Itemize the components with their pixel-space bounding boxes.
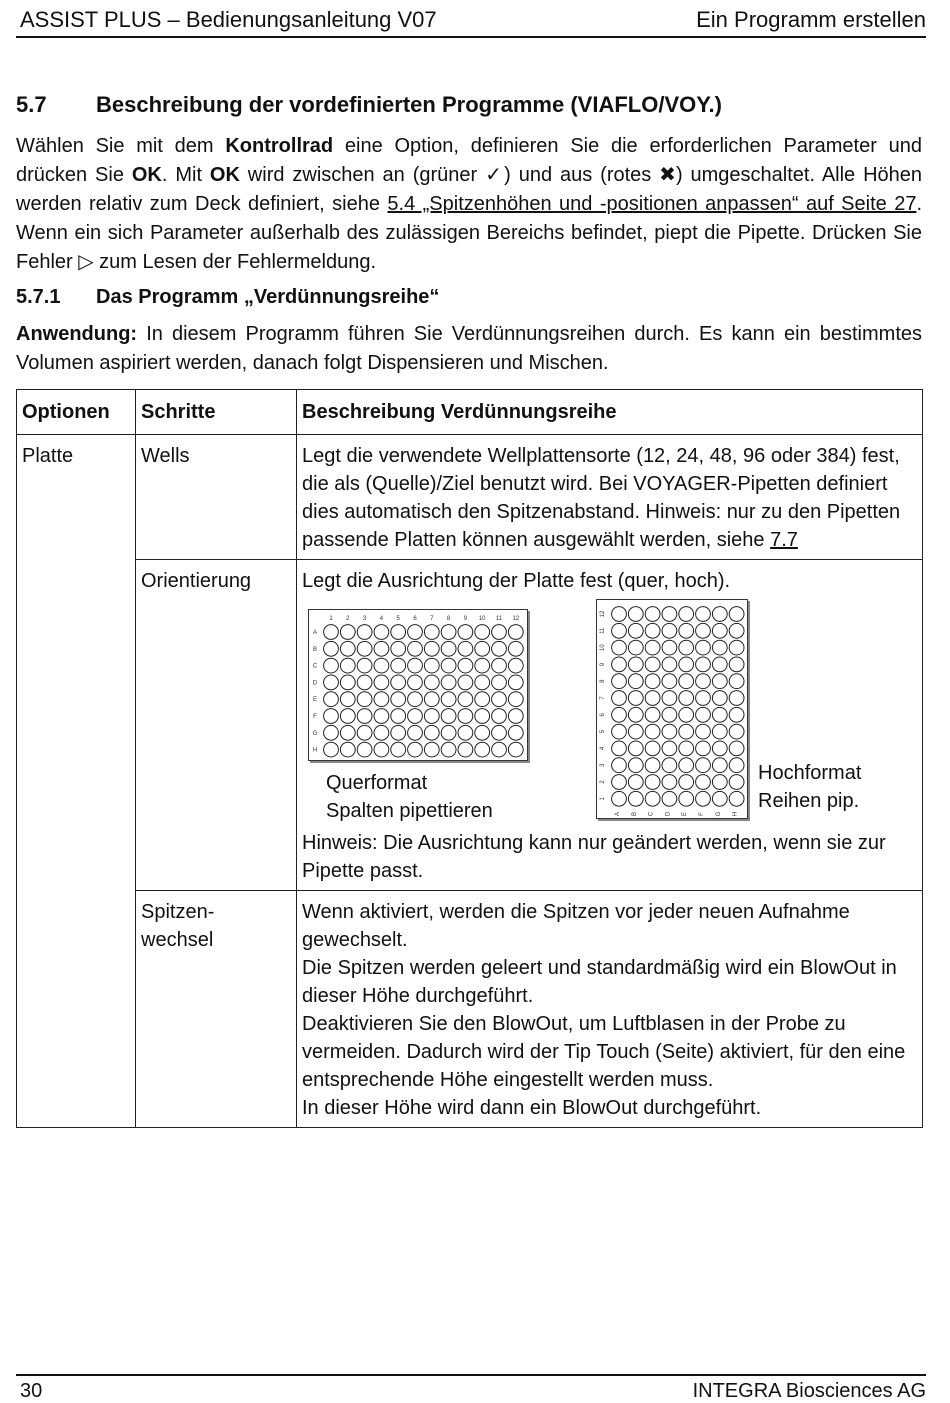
plate-row-label: H bbox=[732, 811, 739, 817]
well-circle bbox=[712, 775, 727, 790]
plate-row-label: F bbox=[313, 714, 317, 720]
well-circle bbox=[712, 791, 727, 806]
intro-text: . Mit bbox=[161, 164, 210, 186]
plate-col-label: 4 bbox=[379, 616, 384, 622]
well-circle bbox=[374, 658, 389, 673]
well-circle bbox=[729, 674, 744, 689]
plate-row-label: G bbox=[715, 811, 722, 817]
well-circle bbox=[508, 625, 523, 640]
well-circle bbox=[696, 607, 711, 622]
well-circle bbox=[679, 758, 694, 773]
plate-col-label: 11 bbox=[495, 616, 503, 622]
well-circle bbox=[475, 709, 490, 724]
well-circle bbox=[391, 658, 406, 673]
well-circle bbox=[391, 692, 406, 707]
well-circle bbox=[628, 674, 643, 689]
well-circle bbox=[357, 641, 372, 656]
plate-row-label: G bbox=[312, 730, 318, 737]
plate-row-label: B bbox=[631, 811, 638, 817]
table-row bbox=[17, 891, 923, 1128]
subsection-title: Das Programm „Verdünnungsreihe“ bbox=[96, 286, 440, 308]
well-circle bbox=[391, 625, 406, 640]
well-circle bbox=[340, 641, 355, 656]
column-header: Schritte bbox=[136, 390, 297, 435]
tipchange-text: In dieser Höhe wird dann ein BlowOut durchgeführt. bbox=[302, 1097, 762, 1119]
well-circle bbox=[357, 709, 372, 724]
plate-col-label: 1 bbox=[600, 797, 606, 801]
well-circle bbox=[492, 625, 507, 640]
well-circle bbox=[357, 658, 372, 673]
well-circle bbox=[612, 775, 627, 790]
column-header: Beschreibung Verdünnungsreihe bbox=[297, 390, 923, 435]
subsection-number: 5.7.1 bbox=[16, 286, 61, 308]
well-circle bbox=[712, 691, 727, 706]
well-circle bbox=[508, 709, 523, 724]
landscape-caption-line: Querformat bbox=[326, 772, 428, 794]
well-circle bbox=[612, 657, 627, 672]
well-circle bbox=[508, 641, 523, 656]
portrait-caption-line: Hochformat bbox=[758, 762, 862, 784]
well-circle bbox=[628, 691, 643, 706]
well-circle bbox=[475, 742, 490, 757]
well-circle bbox=[662, 607, 677, 622]
plate-col-label: 9 bbox=[600, 662, 606, 667]
well-circle bbox=[408, 742, 423, 757]
section-title: Beschreibung der vordefinierten Programme (VIAFLO/VOY.) bbox=[96, 92, 722, 117]
landscape-caption bbox=[326, 769, 493, 825]
well-circle bbox=[679, 657, 694, 672]
plate-col-label: 6 bbox=[600, 713, 606, 717]
plate-col-label: 4 bbox=[600, 746, 606, 751]
well-circle bbox=[696, 691, 711, 706]
plate-row-label: E bbox=[682, 811, 689, 817]
well-circle bbox=[712, 674, 727, 689]
well-circle bbox=[662, 640, 677, 655]
well-circle bbox=[408, 658, 423, 673]
well-circle bbox=[645, 623, 660, 638]
intro-text: wird zwischen an (grüner ✓) und aus (rotes ✖) umgeschaltet. Alle Höhen werden relativ zum Deck definiert, siehe bbox=[16, 164, 923, 215]
well-circle bbox=[729, 724, 744, 739]
cross-reference-link[interactable]: 7.7 bbox=[770, 529, 798, 551]
well-circle bbox=[324, 658, 339, 673]
well-circle bbox=[492, 709, 507, 724]
well-circle bbox=[475, 675, 490, 690]
well-circle bbox=[374, 692, 389, 707]
well-circle bbox=[679, 640, 694, 655]
orientation-note: Hinweis: Die Ausrichtung kann nur geändert werden, wenn sie zur Pipette passt. bbox=[302, 832, 886, 882]
well-circle bbox=[729, 791, 744, 806]
well-circle bbox=[628, 791, 643, 806]
plate-col-label: 12 bbox=[512, 616, 520, 622]
well-circle bbox=[391, 675, 406, 690]
well-circle bbox=[492, 692, 507, 707]
plate-col-label: 1 bbox=[329, 616, 333, 622]
well-circle bbox=[628, 657, 643, 672]
plate-col-label: 10 bbox=[600, 644, 606, 651]
well-circle bbox=[492, 658, 507, 673]
well-circle bbox=[424, 709, 439, 724]
portrait-caption-line: Reihen pip. bbox=[758, 790, 860, 812]
plate-col-label: 5 bbox=[396, 616, 400, 622]
tipchange-text: Deaktivieren Sie den BlowOut, um Luftblasen in der Probe zu vermeiden. Dadurch wird der Tip Touch (Seite) aktiviert, für den eine entsprechende Höhe eingestellt werden muss. bbox=[302, 1013, 906, 1091]
well-circle bbox=[508, 675, 523, 690]
well-circle bbox=[391, 641, 406, 656]
well-circle bbox=[729, 707, 744, 722]
well-circle bbox=[374, 709, 389, 724]
well-circle bbox=[662, 791, 677, 806]
well-circle bbox=[458, 675, 473, 690]
well-circle bbox=[696, 775, 711, 790]
plate-col-label: 6 bbox=[413, 616, 417, 622]
well-circle bbox=[340, 742, 355, 757]
well-circle bbox=[458, 709, 473, 724]
header-title: ASSIST PLUS – Bedienungsanleitung V07 bbox=[20, 7, 437, 32]
well-circle bbox=[628, 640, 643, 655]
well-circle bbox=[424, 658, 439, 673]
bold-ok: OK bbox=[209, 164, 240, 186]
well-circle bbox=[340, 692, 355, 707]
well-circle bbox=[729, 775, 744, 790]
well-circle bbox=[662, 758, 677, 773]
well-circle bbox=[475, 692, 490, 707]
page-number: 30 bbox=[20, 1380, 43, 1402]
well-circle bbox=[391, 709, 406, 724]
well-circle bbox=[492, 742, 507, 757]
well-circle bbox=[712, 741, 727, 756]
well-circle bbox=[324, 742, 339, 757]
well-circle bbox=[340, 725, 355, 740]
well-circle bbox=[696, 791, 711, 806]
well-circle bbox=[612, 741, 627, 756]
well-circle bbox=[492, 725, 507, 740]
plate-row-label: D bbox=[312, 680, 318, 687]
well-circle bbox=[662, 623, 677, 638]
well-circle bbox=[612, 691, 627, 706]
well-circle bbox=[324, 725, 339, 740]
well-circle bbox=[424, 725, 439, 740]
landscape-caption-line: Spalten pipettieren bbox=[326, 800, 493, 822]
plate-row-label: C bbox=[648, 811, 655, 817]
well-circle bbox=[679, 707, 694, 722]
well-circle bbox=[424, 692, 439, 707]
well-circle bbox=[645, 657, 660, 672]
well-circle bbox=[679, 623, 694, 638]
well-circle bbox=[612, 707, 627, 722]
plate-col-label: 11 bbox=[600, 627, 606, 634]
well-circle bbox=[662, 707, 677, 722]
well-circle bbox=[408, 709, 423, 724]
well-circle bbox=[324, 641, 339, 656]
plate-col-label: 9 bbox=[463, 616, 468, 622]
well-circle bbox=[441, 658, 456, 673]
well-circle bbox=[679, 775, 694, 790]
step-label-line: wechsel bbox=[141, 929, 214, 951]
orientation-description: Legt die Ausrichtung der Platte fest (quer, hoch). bbox=[302, 570, 731, 592]
well-circle bbox=[696, 758, 711, 773]
well-circle bbox=[712, 640, 727, 655]
well-circle bbox=[679, 607, 694, 622]
well-circle bbox=[508, 725, 523, 740]
well-circle bbox=[458, 641, 473, 656]
landscape-plate-graphic bbox=[309, 610, 527, 760]
well-circle bbox=[712, 707, 727, 722]
well-circle bbox=[729, 657, 744, 672]
well-circle bbox=[729, 640, 744, 655]
plate-row-label: A bbox=[615, 811, 621, 817]
well-circle bbox=[357, 725, 372, 740]
well-circle bbox=[696, 724, 711, 739]
intro-text: eine Option, definieren Sie die erforderlichen Parameter und drücken Sie bbox=[16, 135, 922, 186]
well-circle bbox=[408, 625, 423, 640]
well-circle bbox=[662, 724, 677, 739]
well-circle bbox=[612, 623, 627, 638]
well-circle bbox=[475, 725, 490, 740]
well-circle bbox=[441, 709, 456, 724]
well-circle bbox=[645, 791, 660, 806]
well-circle bbox=[374, 725, 389, 740]
well-circle bbox=[324, 709, 339, 724]
well-circle bbox=[696, 640, 711, 655]
plate-col-label: 8 bbox=[446, 616, 451, 622]
plate-col-label: 7 bbox=[430, 616, 434, 622]
well-circle bbox=[628, 775, 643, 790]
plate-col-label: 3 bbox=[600, 763, 606, 767]
well-circle bbox=[340, 658, 355, 673]
well-circle bbox=[508, 742, 523, 757]
well-circle bbox=[729, 691, 744, 706]
well-circle bbox=[441, 725, 456, 740]
well-circle bbox=[340, 625, 355, 640]
plate-row-label: B bbox=[312, 646, 318, 653]
well-circle bbox=[645, 691, 660, 706]
plate-col-label: 8 bbox=[600, 679, 606, 683]
well-circle bbox=[391, 742, 406, 757]
well-circle bbox=[645, 758, 660, 773]
description-cell bbox=[297, 891, 923, 1128]
well-circle bbox=[628, 623, 643, 638]
portrait-plate-image bbox=[596, 599, 748, 819]
well-circle bbox=[645, 775, 660, 790]
well-circle bbox=[645, 724, 660, 739]
well-circle bbox=[628, 741, 643, 756]
well-circle bbox=[374, 641, 389, 656]
well-circle bbox=[729, 623, 744, 638]
well-circle bbox=[662, 775, 677, 790]
well-circle bbox=[475, 625, 490, 640]
subsection-heading bbox=[16, 286, 439, 309]
well-circle bbox=[679, 791, 694, 806]
application-paragraph bbox=[16, 320, 922, 378]
well-circle bbox=[441, 625, 456, 640]
well-circle bbox=[374, 675, 389, 690]
well-circle bbox=[324, 692, 339, 707]
application-text: In diesem Programm führen Sie Verdünnungsreihen durch. Es kann ein bestimmtes Volumen aspiriert werden, danach folgt Dispensieren und Mischen. bbox=[16, 323, 922, 374]
well-circle bbox=[712, 657, 727, 672]
well-circle bbox=[628, 758, 643, 773]
well-circle bbox=[612, 674, 627, 689]
well-circle bbox=[696, 741, 711, 756]
well-circle bbox=[628, 607, 643, 622]
well-circle bbox=[729, 607, 744, 622]
well-circle bbox=[458, 625, 473, 640]
well-circle bbox=[357, 625, 372, 640]
well-circle bbox=[424, 742, 439, 757]
well-circle bbox=[712, 607, 727, 622]
well-circle bbox=[324, 625, 339, 640]
well-circle bbox=[712, 623, 727, 638]
well-circle bbox=[729, 758, 744, 773]
well-circle bbox=[475, 641, 490, 656]
landscape-plate-image bbox=[308, 609, 528, 761]
well-circle bbox=[612, 791, 627, 806]
step-cell: Orientierung bbox=[136, 560, 297, 891]
well-circle bbox=[357, 692, 372, 707]
bold-ok: OK bbox=[131, 164, 162, 186]
well-circle bbox=[424, 625, 439, 640]
option-cell: Platte bbox=[17, 435, 136, 1128]
column-header: Optionen bbox=[17, 390, 136, 435]
table-header-row bbox=[17, 390, 923, 435]
well-circle bbox=[458, 692, 473, 707]
tipchange-text: Die Spitzen werden geleert und standardmäßig wird ein BlowOut in dieser Höhe durchgeführt. bbox=[302, 957, 897, 1007]
tipchange-text: Wenn aktiviert, werden die Spitzen vor jeder neuen Aufnahme gewechselt. bbox=[302, 901, 850, 951]
plate-row-label: F bbox=[699, 812, 705, 816]
intro-text: . Wenn ein sich Parameter außerhalb des zulässigen Bereichs befindet, piept die Pipette. Drücken Sie Fehler ▷ zum Lesen der Fehlermeldung. bbox=[16, 193, 923, 273]
plate-col-label: 7 bbox=[600, 696, 606, 700]
well-circle bbox=[696, 657, 711, 672]
well-circle bbox=[679, 674, 694, 689]
well-circle bbox=[662, 674, 677, 689]
well-circle bbox=[391, 725, 406, 740]
plate-col-label: 5 bbox=[600, 729, 606, 734]
plate-col-label: 2 bbox=[346, 616, 350, 622]
well-circle bbox=[612, 640, 627, 655]
well-circle bbox=[612, 724, 627, 739]
well-circle bbox=[645, 674, 660, 689]
portrait-caption bbox=[758, 759, 861, 815]
well-circle bbox=[679, 724, 694, 739]
well-circle bbox=[696, 707, 711, 722]
well-circle bbox=[492, 675, 507, 690]
well-circle bbox=[424, 641, 439, 656]
plate-row-label: A bbox=[312, 630, 318, 636]
plate-col-label: 2 bbox=[600, 780, 606, 784]
well-circle bbox=[628, 724, 643, 739]
step-label-line: Spitzen- bbox=[141, 901, 215, 923]
table-row bbox=[17, 435, 923, 560]
well-circle bbox=[508, 658, 523, 673]
well-circle bbox=[324, 675, 339, 690]
well-circle bbox=[729, 741, 744, 756]
footer-company: INTEGRA Biosciences AG bbox=[692, 1380, 926, 1402]
well-circle bbox=[612, 758, 627, 773]
well-circle bbox=[696, 623, 711, 638]
well-circle bbox=[340, 709, 355, 724]
options-table bbox=[16, 389, 923, 1128]
well-circle bbox=[374, 742, 389, 757]
orientation-figures bbox=[302, 599, 917, 829]
well-circle bbox=[408, 641, 423, 656]
well-circle bbox=[374, 625, 389, 640]
section-number: 5.7 bbox=[16, 92, 47, 117]
plate-col-label: 12 bbox=[600, 610, 606, 618]
well-circle bbox=[441, 692, 456, 707]
well-circle bbox=[340, 675, 355, 690]
well-circle bbox=[679, 691, 694, 706]
step-cell bbox=[136, 891, 297, 1128]
application-label: Anwendung: bbox=[16, 323, 138, 345]
well-circle bbox=[424, 675, 439, 690]
well-circle bbox=[458, 658, 473, 673]
step-cell: Wells bbox=[136, 435, 297, 560]
wells-description: Legt die verwendete Wellplattensorte (12, 24, 48, 96 oder 384) fest, die als (Quelle)/Ziel benutzt wird. Bei VOYAGER-Pipetten definiert dies automatisch den Spitzenabstand. Hinweis: nur zu den Pipetten passende Platten können ausgewählt werden, siehe bbox=[302, 445, 901, 551]
well-circle bbox=[475, 658, 490, 673]
plate-row-label: H bbox=[312, 747, 318, 754]
well-circle bbox=[662, 741, 677, 756]
well-circle bbox=[408, 692, 423, 707]
plate-row-label: C bbox=[312, 663, 318, 670]
well-circle bbox=[662, 691, 677, 706]
plate-row-label: E bbox=[312, 697, 318, 704]
plate-col-label: 10 bbox=[478, 616, 486, 622]
plate-col-label: 3 bbox=[362, 616, 367, 622]
well-circle bbox=[357, 742, 372, 757]
well-circle bbox=[712, 724, 727, 739]
well-circle bbox=[679, 741, 694, 756]
cross-reference-link[interactable]: 5.4 „Spitzenhöhen und -positionen anpassen“ auf Seite 27 bbox=[387, 193, 917, 215]
well-circle bbox=[712, 758, 727, 773]
description-cell bbox=[297, 560, 923, 891]
page-footer bbox=[16, 1374, 926, 1402]
bold-kontrollrad: Kontrollrad bbox=[225, 135, 334, 157]
section-heading bbox=[16, 92, 722, 118]
well-circle bbox=[458, 725, 473, 740]
well-circle bbox=[408, 675, 423, 690]
well-circle bbox=[441, 675, 456, 690]
page-header bbox=[16, 4, 926, 38]
header-chapter: Ein Programm erstellen bbox=[696, 7, 926, 32]
well-circle bbox=[662, 657, 677, 672]
intro-text: Wählen Sie mit dem bbox=[16, 135, 226, 157]
well-circle bbox=[508, 692, 523, 707]
well-circle bbox=[441, 641, 456, 656]
well-circle bbox=[441, 742, 456, 757]
well-circle bbox=[492, 641, 507, 656]
portrait-plate-graphic bbox=[597, 600, 747, 818]
well-circle bbox=[645, 741, 660, 756]
description-cell bbox=[297, 435, 923, 560]
well-circle bbox=[458, 742, 473, 757]
well-circle bbox=[612, 607, 627, 622]
intro-paragraph bbox=[16, 132, 922, 277]
well-circle bbox=[645, 640, 660, 655]
well-circle bbox=[357, 675, 372, 690]
well-circle bbox=[696, 674, 711, 689]
well-circle bbox=[645, 607, 660, 622]
table-row bbox=[17, 560, 923, 891]
well-circle bbox=[628, 707, 643, 722]
plate-row-label: D bbox=[665, 811, 672, 817]
well-circle bbox=[645, 707, 660, 722]
well-circle bbox=[408, 725, 423, 740]
